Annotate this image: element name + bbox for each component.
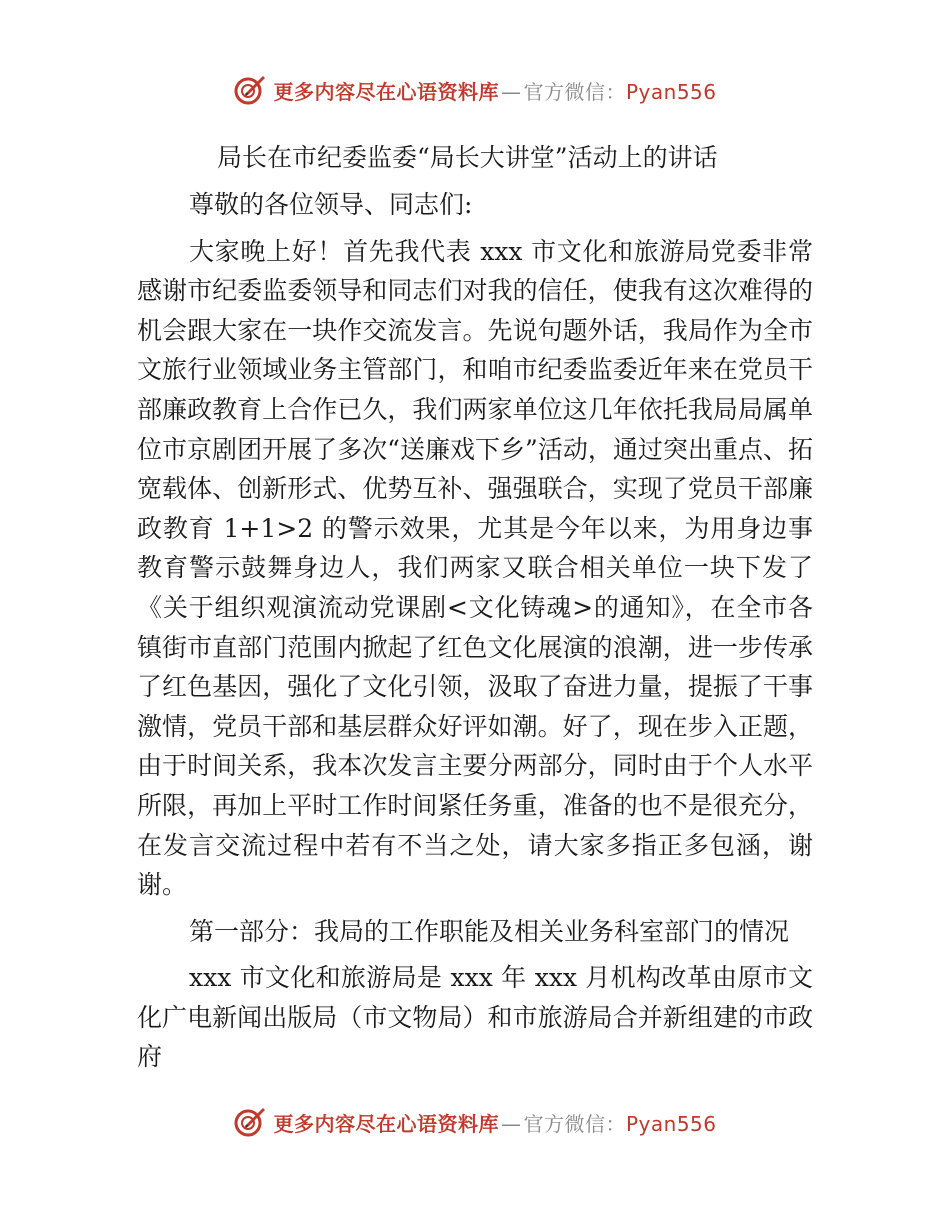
greeting: 尊敬的各位领导、同志们: (189, 190, 473, 219)
header-banner (0, 70, 950, 110)
document-body (137, 138, 813, 1084)
logo-icon (233, 1105, 267, 1139)
banner-wechat-id: Pyan556 (625, 79, 717, 104)
paragraph: 大家晚上好！首先我代表 xxx 市文化和旅游局党委非常感谢市纪委监委领导和同志们对我的信任，使我有这次难得的机会跟大家在一块作交流发言。先说句题外话，我局作为全市文旅行业领域业务主管部门，和咱市纪委监委近年来在党员干部廉政教育上合作已久，我们两家单位这几年依托我局局属单位市京剧团开展了多次“送廉戏下乡”活动，通过突出重点、拓宽载体、创新形式、优势互补、强强联合，实现了党员干部廉政教育 1+1>2 的警示效果，尤其是今年以来，为用身边事教育警示鼓舞身边人，我们两家又联合相关单位一块下发了《关于组织观演流动党课剧<文化铸魂>的通知》，在全市各镇街市直部门范围内掀起了红色文化展演的浪潮，进一步传承了红色基因，强化了文化引领，汲取了奋进力量，提振了干事激情，党员干部和基层群众好评如潮。好了，现在步入正题，由于时间关系，我本次发言主要分两部分，同时由于个人水平所限，再加上平时工作时间紧任务重，准备的也不是很充分，在发言交流过程中若有不当之处，请大家多指正多包涵，谢谢。 (137, 236, 813, 900)
banner-main-text: 更多内容尽在心语资料库 (273, 1111, 499, 1136)
banner-wechat-id: Pyan556 (625, 1111, 717, 1136)
section-heading: 第一部分：我局的工作职能及相关业务科室部门的情况 (189, 916, 790, 946)
banner-main-text: 更多内容尽在心语资料库 (273, 79, 499, 104)
footer-banner (0, 1102, 950, 1142)
logo-icon (233, 73, 267, 107)
banner-dash: — (500, 79, 522, 104)
banner-wechat-label: 官方微信： (523, 1111, 626, 1136)
banner-wechat-label: 官方微信： (523, 79, 626, 104)
paragraph: xxx 市文化和旅游局是 xxx 年 xxx 月机构改革由原市文化广电新闻出版局（市文物局）和市旅游局合并新组建的市政府 (137, 963, 813, 1072)
document-title: 局长在市纪委监委“局长大讲堂”活动上的讲话 (217, 143, 718, 172)
banner-text (273, 76, 716, 105)
banner-text (273, 1108, 716, 1137)
banner-dash: — (500, 1111, 522, 1136)
